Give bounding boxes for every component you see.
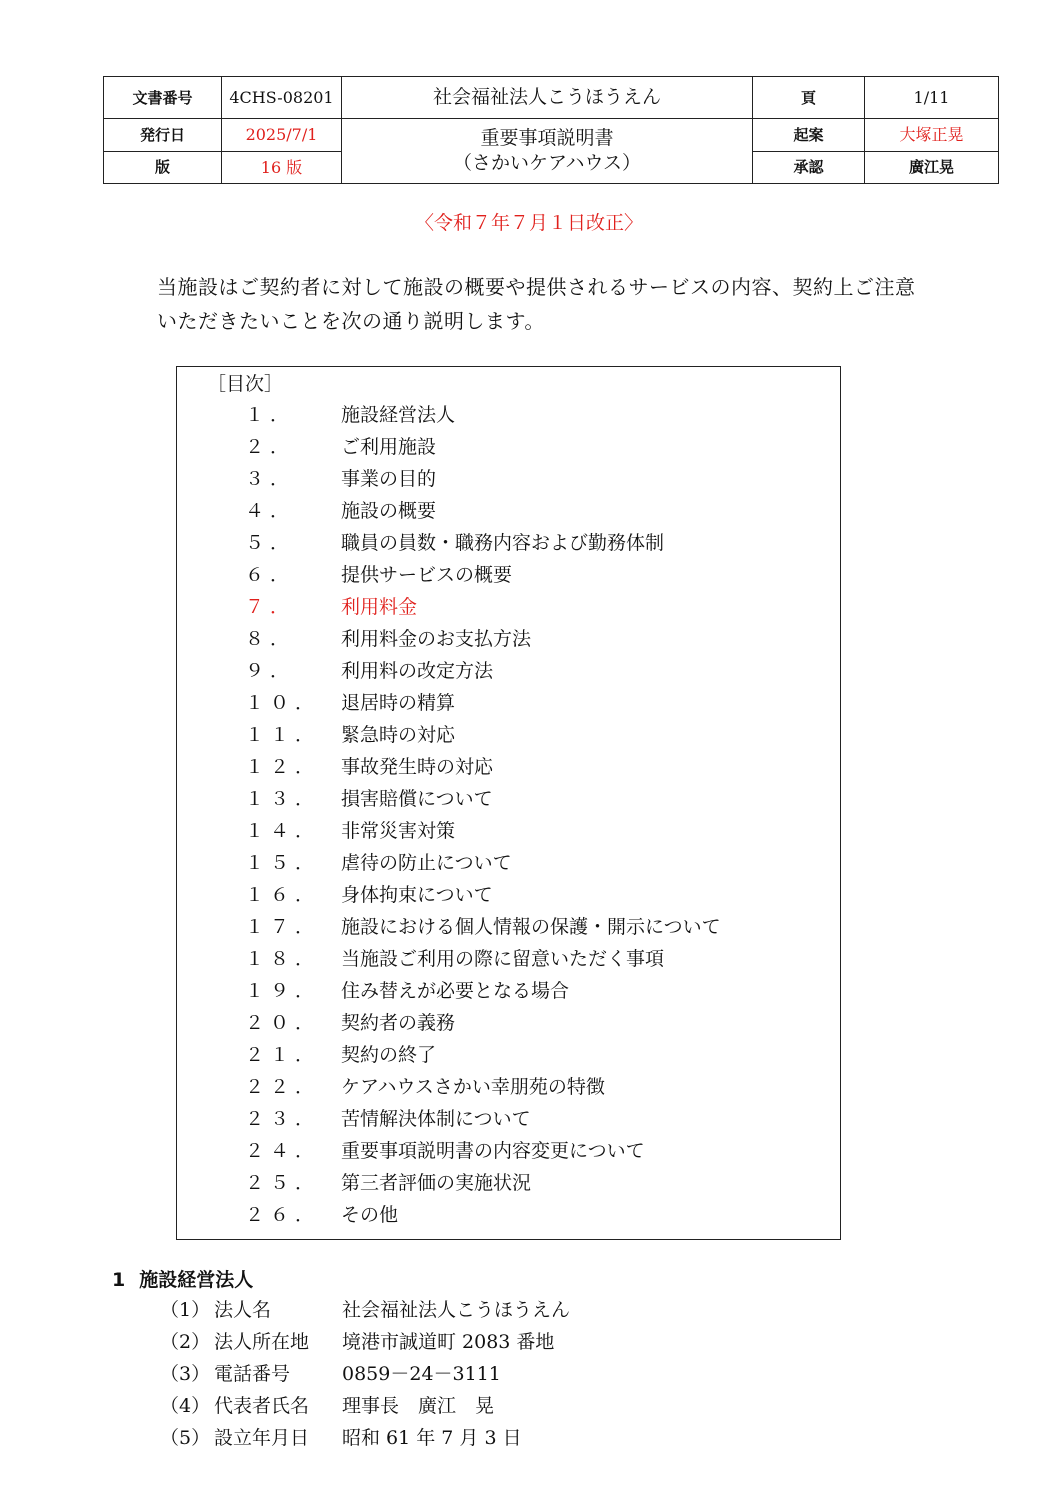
toc-item-number: １７． [245, 916, 321, 938]
document-header-table [103, 76, 999, 184]
toc-item-label: 利用料の改定方法 [341, 660, 494, 682]
toc-list [177, 399, 840, 1231]
toc-item [177, 431, 840, 463]
toc-item-number: １４． [245, 820, 321, 842]
toc-item [177, 623, 840, 655]
info-row-value: 昭和 61 年 7 月 3 日 [342, 1427, 522, 1449]
toc-item-label: 非常災害対策 [341, 820, 456, 842]
toc-item-number: ２１． [245, 1044, 321, 1066]
toc-item-label: 緊急時の対応 [341, 724, 456, 746]
toc-item [177, 1199, 840, 1231]
toc-item-number: １８． [245, 948, 321, 970]
toc-item-number: ２２． [245, 1076, 321, 1098]
toc-item [177, 527, 840, 559]
section-1-number: 1 [112, 1269, 126, 1291]
intro-line-2: いただきたいことを次の通り説明します。 [157, 309, 545, 333]
toc-item-number: ２５． [245, 1172, 321, 1194]
info-row-key: 設立年月日 [214, 1427, 310, 1449]
toc-item-label: 身体拘束について [341, 884, 493, 906]
info-row-value: 境港市誠道町 2083 番地 [342, 1331, 555, 1353]
toc-item-label: 施設経営法人 [341, 404, 456, 426]
toc-item [177, 815, 840, 847]
toc-item [177, 719, 840, 751]
toc-item [177, 591, 840, 623]
toc-item-label: 苦情解決体制について [341, 1108, 531, 1130]
toc-item [177, 1039, 840, 1071]
toc-item [177, 975, 840, 1007]
revision-note: 〈令和７年７月１日改正〉 [414, 212, 643, 234]
section-1-heading: 施設経営法人 [139, 1269, 254, 1291]
organization-name: 社会福祉法人こうほうえん [342, 77, 753, 119]
toc-item-number: ３． [245, 468, 296, 490]
toc-item-label: その他 [341, 1204, 399, 1226]
toc-item-label: 施設の概要 [341, 500, 437, 522]
toc-item-number: １２． [245, 756, 321, 778]
toc-item-label: 契約の終了 [341, 1044, 437, 1066]
info-row [160, 1294, 860, 1326]
toc-item-number: １． [245, 404, 296, 426]
doc-number: 4CHS-08201 [222, 77, 342, 119]
toc-item-number: １９． [245, 980, 321, 1002]
intro-line-1: 当施設はご契約者に対して施設の概要や提供されるサービスの内容、契約上ご注意 [157, 275, 916, 299]
toc-item-number: １３． [245, 788, 321, 810]
section-1-title [112, 1265, 253, 1292]
document-title [342, 119, 753, 184]
info-row-key: 電話番号 [214, 1363, 291, 1385]
document-title-line1: 重要事項説明書 [480, 126, 614, 149]
toc-item-number: ２６． [245, 1204, 321, 1226]
approve-label: 承認 [753, 151, 865, 183]
toc-item [177, 783, 840, 815]
edition-value: 16 版 [222, 151, 342, 183]
toc-item [177, 399, 840, 431]
toc-item-number: ７． [245, 596, 296, 618]
toc-item-label: 施設における個人情報の保護・開示について [341, 916, 721, 938]
info-row [160, 1390, 860, 1422]
info-row-index: （4） [160, 1395, 211, 1417]
draft-author: 大塚正晃 [865, 119, 999, 151]
toc-item-number: ２． [245, 436, 296, 458]
intro-paragraph [157, 270, 957, 338]
toc-item [177, 495, 840, 527]
info-row [160, 1326, 860, 1358]
toc-item [177, 559, 840, 591]
toc-item-label: 虐待の防止について [341, 852, 512, 874]
toc-item [177, 847, 840, 879]
info-row-index: （3） [160, 1363, 211, 1385]
toc-item-label: 事故発生時の対応 [341, 756, 494, 778]
info-row [160, 1358, 860, 1390]
toc-item [177, 1071, 840, 1103]
toc-item [177, 463, 840, 495]
info-row-index: （1） [160, 1299, 211, 1321]
toc-item-number: ５． [245, 532, 296, 554]
toc-item-label: 提供サービスの概要 [341, 564, 513, 586]
toc-item [177, 687, 840, 719]
toc-item-number: ８． [245, 628, 296, 650]
approver-name: 廣江晃 [865, 151, 999, 183]
toc-item-label: 職員の員数・職務内容および勤務体制 [341, 532, 665, 554]
page-label: 頁 [753, 77, 865, 119]
draft-label: 起案 [753, 119, 865, 151]
toc-item [177, 1167, 840, 1199]
info-row [160, 1422, 860, 1454]
info-row-index: （2） [160, 1331, 211, 1353]
toc-heading: ［目次］ [207, 373, 284, 395]
toc-item-label: 契約者の義務 [341, 1012, 456, 1034]
toc-item [177, 943, 840, 975]
info-row-value: 理事長 廣江 晃 [342, 1395, 495, 1417]
toc-item [177, 911, 840, 943]
toc-item-label: 当施設ご利用の際に留意いただく事項 [341, 948, 665, 970]
toc-item-number: ２４． [245, 1140, 321, 1162]
toc-item-number: ４． [245, 500, 296, 522]
toc-item-label: 重要事項説明書の内容変更について [341, 1140, 645, 1162]
corporation-info-list [160, 1294, 860, 1454]
table-of-contents [176, 366, 841, 1240]
toc-item-number: ２３． [245, 1108, 321, 1130]
toc-item-number: ９． [245, 660, 296, 682]
toc-item [177, 1103, 840, 1135]
toc-item-number: ２０． [245, 1012, 321, 1034]
toc-item-label: 損害賠償について [341, 788, 493, 810]
info-row-key: 法人所在地 [214, 1331, 310, 1353]
toc-item-number: １１． [245, 724, 321, 746]
info-row-key: 法人名 [214, 1299, 272, 1321]
toc-item-number: １０． [245, 692, 321, 714]
toc-item-label: 利用料金のお支払方法 [341, 628, 532, 650]
info-row-index: （5） [160, 1427, 211, 1449]
toc-item-label: 住み替えが必要となる場合 [341, 980, 570, 1002]
info-row-value: 0859－24－3111 [342, 1363, 501, 1385]
toc-item [177, 655, 840, 687]
edition-label: 版 [104, 151, 222, 183]
toc-item [177, 1007, 840, 1039]
toc-item-label: 第三者評価の実施状況 [341, 1172, 532, 1194]
toc-item-number: １６． [245, 884, 321, 906]
toc-item-label: ご利用施設 [341, 436, 437, 458]
toc-item-label: 利用料金 [341, 596, 418, 618]
toc-item-number: １５． [245, 852, 321, 874]
toc-item-label: ケアハウスさかい幸朋苑の特徴 [341, 1076, 605, 1098]
toc-item-label: 退居時の精算 [341, 692, 456, 714]
toc-item-label: 事業の目的 [341, 468, 437, 490]
document-title-line2: （さかいケアハウス） [453, 152, 641, 175]
doc-number-label: 文書番号 [104, 77, 222, 119]
toc-item [177, 879, 840, 911]
toc-item [177, 1135, 840, 1167]
issue-date-label: 発行日 [104, 119, 222, 151]
issue-date: 2025/7/1 [222, 119, 342, 151]
info-row-key: 代表者氏名 [214, 1395, 310, 1417]
toc-item [177, 751, 840, 783]
page-number: 1/11 [865, 77, 999, 119]
info-row-value: 社会福祉法人こうほうえん [342, 1299, 571, 1321]
toc-item-number: ６． [245, 564, 296, 586]
